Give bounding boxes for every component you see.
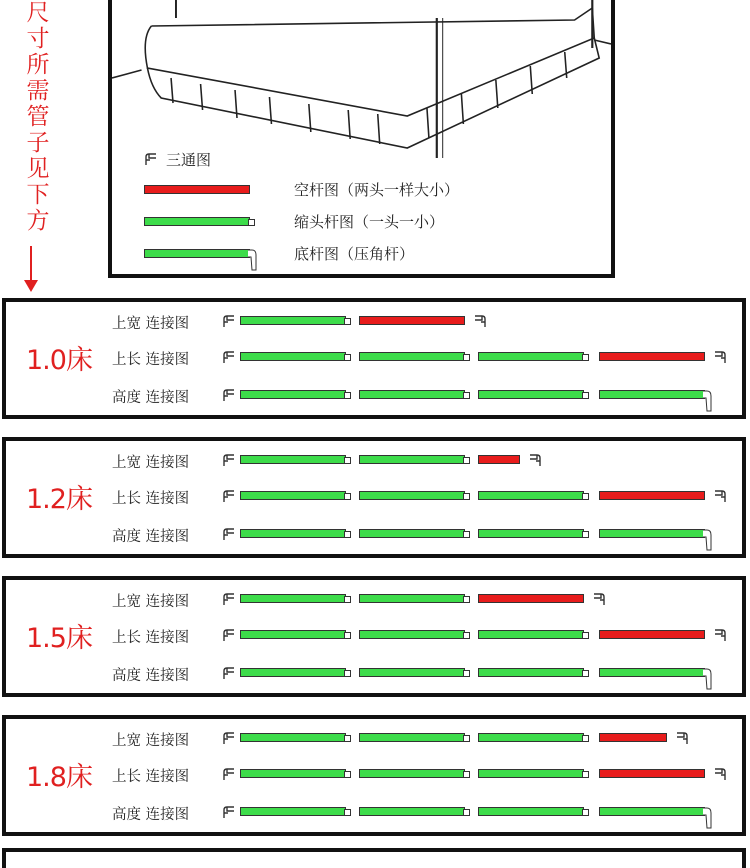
- side-note-char: 需: [26, 78, 50, 104]
- bed-panel: [2, 298, 746, 419]
- reducer-pipe: [478, 807, 584, 816]
- pipe-cap: [582, 493, 589, 500]
- pipe-cap: [344, 318, 351, 325]
- pipe-bend: [703, 807, 712, 829]
- base-pipe: [144, 249, 250, 258]
- pipe-cap: [344, 771, 351, 778]
- connection-row-label: 上宽 连接图: [112, 455, 190, 471]
- bed-size-label: 1.8床: [26, 762, 92, 793]
- legend-item: [144, 242, 604, 264]
- pipe-cap: [463, 392, 470, 399]
- pipe-cap: [344, 670, 351, 677]
- reducer-pipe: [240, 630, 346, 639]
- connection-row: [6, 348, 742, 368]
- reducer-pipe: [240, 594, 346, 603]
- connection-row-label: 上宽 连接图: [112, 316, 190, 332]
- reducer-pipe: [240, 769, 346, 778]
- reducer-pipe: [478, 529, 584, 538]
- pipe-cap: [582, 771, 589, 778]
- connection-row-label: 上长 连接图: [112, 769, 190, 785]
- reducer-pipe: [478, 630, 584, 639]
- side-note-char: 下: [26, 182, 50, 208]
- base-pipe: [599, 668, 705, 677]
- pipe-cap: [344, 632, 351, 639]
- pipe-cap: [344, 531, 351, 538]
- bed-size-label: 1.0床: [26, 345, 92, 376]
- connection-row: [6, 312, 742, 332]
- connection-row-label: 上宽 连接图: [112, 594, 190, 610]
- legend-item: [144, 178, 604, 200]
- tee-connector-icon: [222, 805, 236, 819]
- reducer-pipe: [240, 390, 346, 399]
- legend-item-label: 缩头杆图（一头一小）: [294, 212, 445, 231]
- pipe-cap: [463, 670, 470, 677]
- plain-pipe: [599, 769, 705, 778]
- plain-pipe: [478, 594, 584, 603]
- reducer-pipe: [478, 491, 584, 500]
- tee-connector-icon: [222, 350, 236, 364]
- reducer-pipe: [359, 491, 465, 500]
- bed-panel: [2, 576, 746, 697]
- pipe-cap: [344, 735, 351, 742]
- plain-pipe: [144, 185, 250, 194]
- tee-connector-icon: [222, 453, 236, 467]
- plain-pipe: [478, 455, 520, 464]
- side-note-char: 子: [26, 130, 50, 156]
- bed-size-label: 1.2床: [26, 484, 92, 515]
- pipe-cap: [344, 457, 351, 464]
- pipe-cap: [582, 632, 589, 639]
- legend-item: [144, 210, 604, 232]
- base-pipe: [599, 390, 705, 399]
- tee-connector-icon: [144, 152, 158, 166]
- tee-connector-end-icon: [713, 350, 727, 364]
- legend-item-label: 空杆图（两头一样大小）: [294, 180, 460, 199]
- bed-panel: [2, 437, 746, 558]
- reducer-pipe: [478, 390, 584, 399]
- reducer-pipe: [144, 217, 250, 226]
- pipe-cap: [582, 670, 589, 677]
- pipe-cap: [582, 735, 589, 742]
- plain-pipe: [599, 733, 667, 742]
- pipe-bend: [248, 249, 257, 271]
- connection-row-label: 高度 连接图: [112, 668, 190, 684]
- tee-connector-end-icon: [713, 767, 727, 781]
- reducer-pipe: [240, 668, 346, 677]
- pipe-bend: [703, 390, 712, 412]
- side-note-char: 尺: [26, 0, 50, 26]
- tee-connector-icon: [222, 489, 236, 503]
- reducer-pipe: [478, 352, 584, 361]
- legend-tee-label: 三通图: [166, 150, 212, 169]
- reducer-pipe: [240, 733, 346, 742]
- pipe-cap: [582, 392, 589, 399]
- connection-row-label: 高度 连接图: [112, 529, 190, 545]
- connection-row-label: 上长 连接图: [112, 352, 190, 368]
- pipe-cap: [344, 392, 351, 399]
- connection-row: [6, 590, 742, 610]
- reducer-pipe: [359, 807, 465, 816]
- plain-pipe: [599, 352, 705, 361]
- pipe-cap: [344, 809, 351, 816]
- connection-row-label: 上宽 连接图: [112, 733, 190, 749]
- reducer-pipe: [359, 733, 465, 742]
- base-pipe: [599, 529, 705, 538]
- reducer-pipe: [240, 529, 346, 538]
- reducer-pipe: [240, 491, 346, 500]
- tee-connector-icon: [222, 388, 236, 402]
- connection-row: [6, 664, 742, 684]
- side-note-char: 所: [26, 52, 50, 78]
- tee-connector-end-icon: [473, 314, 487, 328]
- pipe-cap: [344, 493, 351, 500]
- connection-row: [6, 803, 742, 823]
- connection-row: [6, 386, 742, 406]
- reducer-pipe: [359, 529, 465, 538]
- plain-pipe: [599, 491, 705, 500]
- connection-row-label: 高度 连接图: [112, 390, 190, 406]
- pipe-cap: [463, 531, 470, 538]
- connection-row-label: 高度 连接图: [112, 807, 190, 823]
- pipe-cap: [463, 596, 470, 603]
- tee-connector-end-icon: [528, 453, 542, 467]
- reducer-pipe: [478, 769, 584, 778]
- legend-box: [108, 0, 615, 278]
- bed-illustration: [112, 0, 611, 168]
- reducer-pipe: [240, 807, 346, 816]
- tee-connector-icon: [222, 731, 236, 745]
- pipe-cap: [582, 531, 589, 538]
- tee-connector-end-icon: [713, 628, 727, 642]
- reducer-pipe: [359, 455, 465, 464]
- bed-panel: [2, 715, 746, 836]
- legend-tee-row: [144, 148, 211, 170]
- plain-pipe: [359, 316, 465, 325]
- pipe-bend: [703, 529, 712, 551]
- down-arrow-shaft: [30, 246, 32, 282]
- reducer-pipe: [359, 630, 465, 639]
- pipe-cap: [582, 354, 589, 361]
- tee-connector-icon: [222, 592, 236, 606]
- pipe-cap: [463, 771, 470, 778]
- connection-row: [6, 451, 742, 471]
- tee-connector-icon: [222, 767, 236, 781]
- pipe-cap: [248, 219, 255, 226]
- tee-connector-end-icon: [592, 592, 606, 606]
- pipe-bend: [703, 668, 712, 690]
- pipe-cap: [344, 596, 351, 603]
- pipe-cap: [463, 735, 470, 742]
- reducer-pipe: [359, 390, 465, 399]
- tee-connector-end-icon: [675, 731, 689, 745]
- base-pipe: [599, 807, 705, 816]
- reducer-pipe: [240, 352, 346, 361]
- connection-row-label: 上长 连接图: [112, 630, 190, 646]
- tee-connector-icon: [222, 628, 236, 642]
- connection-row-label: 上长 连接图: [112, 491, 190, 507]
- connection-row: [6, 729, 742, 749]
- reducer-pipe: [359, 668, 465, 677]
- bed-size-label: 1.5床: [26, 623, 92, 654]
- side-note-char: 见: [26, 156, 50, 182]
- reducer-pipe: [240, 455, 346, 464]
- reducer-pipe: [478, 733, 584, 742]
- pipe-cap: [463, 632, 470, 639]
- tee-connector-end-icon: [713, 489, 727, 503]
- next-panel-edge: [2, 848, 746, 868]
- side-note-char: 方: [26, 208, 50, 234]
- reducer-pipe: [359, 594, 465, 603]
- pipe-cap: [463, 809, 470, 816]
- pipe-cap: [344, 354, 351, 361]
- tee-connector-icon: [222, 666, 236, 680]
- side-note: [18, 0, 58, 234]
- side-note-char: 管: [26, 104, 50, 130]
- tee-connector-icon: [222, 314, 236, 328]
- pipe-cap: [463, 493, 470, 500]
- reducer-pipe: [359, 769, 465, 778]
- legend-item-label: 底杆图（压角杆）: [294, 244, 415, 263]
- reducer-pipe: [359, 352, 465, 361]
- pipe-cap: [463, 457, 470, 464]
- plain-pipe: [599, 630, 705, 639]
- connection-row: [6, 626, 742, 646]
- connection-row: [6, 525, 742, 545]
- tee-connector-icon: [222, 527, 236, 541]
- reducer-pipe: [240, 316, 346, 325]
- side-note-char: 寸: [26, 26, 50, 52]
- connection-row: [6, 487, 742, 507]
- reducer-pipe: [478, 668, 584, 677]
- down-arrow-icon: [24, 280, 38, 292]
- pipe-cap: [582, 809, 589, 816]
- connection-row: [6, 765, 742, 785]
- pipe-cap: [463, 354, 470, 361]
